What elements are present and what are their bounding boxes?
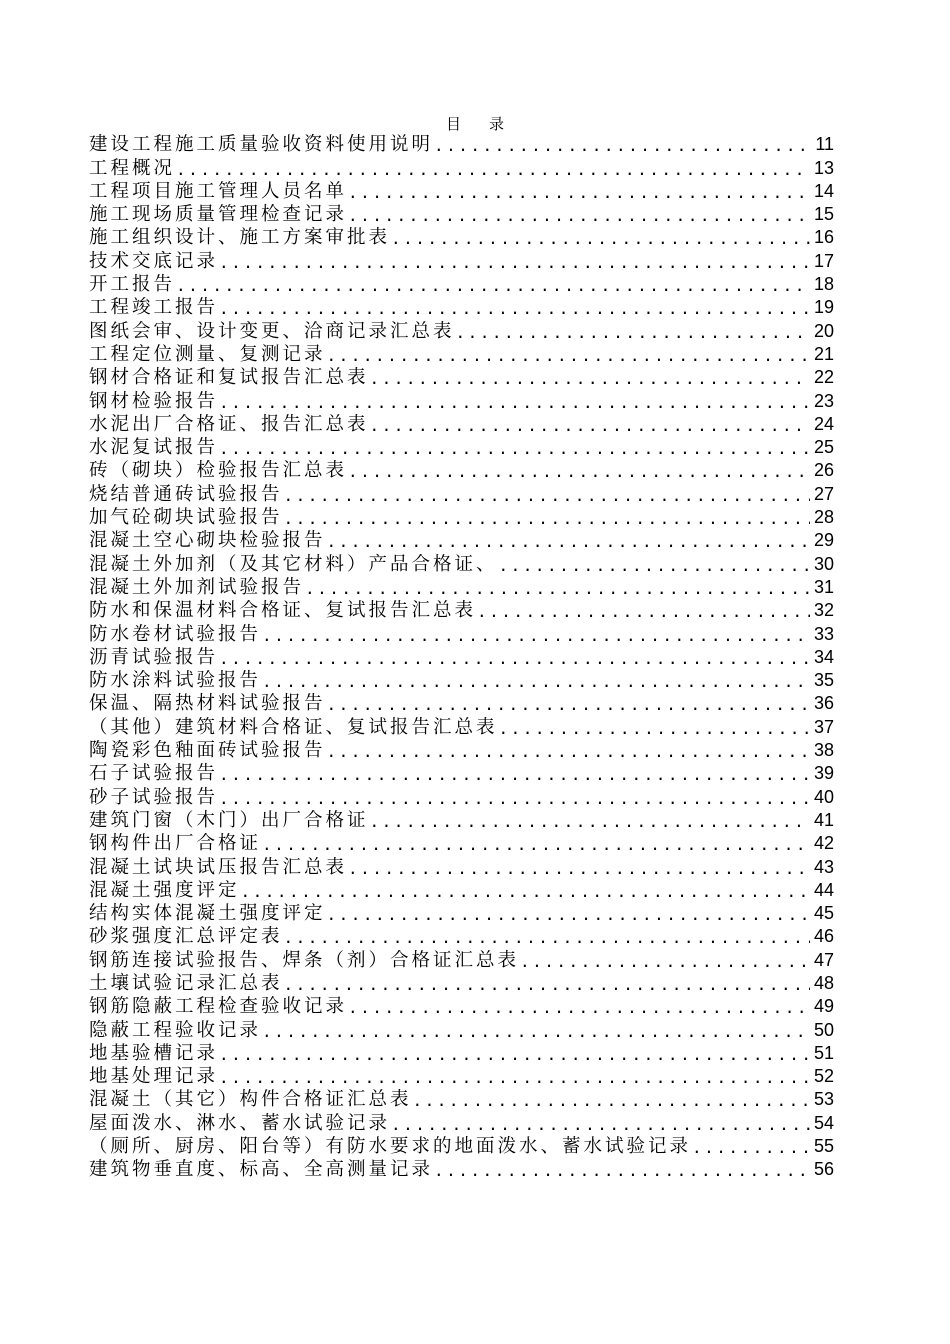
toc-entry-page-number: 41 — [813, 809, 834, 830]
toc-entry[interactable] — [89, 1158, 834, 1181]
toc-dot-leader — [219, 393, 810, 413]
toc-entry-title: 防水卷材试验报告 — [89, 623, 262, 645]
toc-entry-page-number: 26 — [813, 460, 834, 481]
toc-entry-page-number: 22 — [813, 367, 834, 388]
toc-entry-title: 保温、隔热材料试验报告 — [89, 693, 326, 715]
toc-entry-title: 混凝土外加剂（及其它材料）产品合格证、 — [89, 553, 498, 575]
toc-entry-title: 建设工程施工质量验收资料使用说明 — [89, 134, 434, 156]
toc-entry-title: 建筑物垂直度、标高、全高测量记录 — [89, 1159, 434, 1181]
toc-entry-page-number: 34 — [813, 646, 834, 667]
toc-dot-leader — [520, 952, 810, 972]
toc-entry-page-number: 35 — [813, 670, 834, 691]
toc-entry-page-number: 33 — [813, 623, 834, 644]
toc-entry-page-number: 30 — [813, 553, 834, 574]
toc-dot-leader — [327, 742, 810, 762]
toc-entry[interactable] — [89, 203, 834, 226]
toc-entry-title: 砂浆强度汇总评定表 — [89, 926, 283, 948]
toc-entry-title: 图纸会审、设计变更、洽商记录汇总表 — [89, 320, 455, 342]
toc-dot-leader — [348, 183, 810, 203]
toc-entry-title: 钢构件出厂合格证 — [89, 833, 262, 855]
toc-entry[interactable] — [89, 319, 834, 342]
toc-entry-page-number: 56 — [813, 1159, 834, 1180]
toc-dot-leader — [219, 649, 810, 669]
toc-entry-page-number: 44 — [813, 879, 834, 900]
toc-dot-leader — [284, 928, 810, 948]
toc-entry[interactable] — [89, 599, 834, 622]
toc-entry[interactable] — [89, 436, 834, 459]
toc-entry[interactable] — [89, 576, 834, 599]
toc-entry-page-number: 11 — [815, 134, 834, 155]
toc-entry-page-number: 36 — [813, 693, 834, 714]
toc-entry[interactable] — [89, 1111, 834, 1134]
toc-dot-leader — [348, 998, 810, 1018]
toc-entry[interactable] — [89, 366, 834, 389]
toc-dot-leader — [499, 556, 810, 576]
toc-dot-leader — [219, 1068, 810, 1088]
toc-entry-page-number: 46 — [813, 926, 834, 947]
toc-entry-page-number: 42 — [813, 833, 834, 854]
toc-entry-title: 防水和保温材料合格证、复试报告汇总表 — [89, 600, 477, 622]
toc-dot-leader — [499, 719, 810, 739]
toc-dot-leader — [391, 229, 810, 249]
toc-entry[interactable] — [89, 669, 834, 692]
toc-entry-page-number: 14 — [813, 180, 834, 201]
toc-entry-page-number: 51 — [813, 1042, 834, 1063]
toc-entry[interactable] — [89, 739, 834, 762]
toc-entry-page-number: 17 — [813, 250, 834, 271]
toc-entry[interactable] — [89, 529, 834, 552]
toc-entry-title: 烧结普通砖试验报告 — [89, 483, 283, 505]
toc-entry[interactable] — [89, 832, 834, 855]
toc-entry-title: 陶瓷彩色釉面砖试验报告 — [89, 740, 326, 762]
toc-entry[interactable] — [89, 785, 834, 808]
toc-entry-title: 混凝土强度评定 — [89, 879, 240, 901]
toc-entry-title: 加气砼砌块试验报告 — [89, 507, 283, 529]
toc-entry-title: 防水涂料试验报告 — [89, 670, 262, 692]
toc-dot-leader — [692, 1138, 810, 1158]
toc-entry-page-number: 47 — [813, 949, 834, 970]
toc-entry-page-number: 32 — [813, 600, 834, 621]
toc-entry[interactable] — [89, 1088, 834, 1111]
toc-dot-leader — [176, 160, 810, 180]
toc-entry-title: 施工现场质量管理检查记录 — [89, 204, 348, 226]
toc-entry-page-number: 40 — [813, 786, 834, 807]
toc-entry[interactable] — [89, 343, 834, 366]
toc-dot-leader — [370, 812, 810, 832]
toc-dot-leader — [456, 323, 810, 343]
toc-entry-title: 混凝土（其它）构件合格证汇总表 — [89, 1089, 412, 1111]
toc-dot-leader — [348, 462, 810, 482]
toc-dot-leader — [370, 369, 810, 389]
toc-entry-page-number: 21 — [813, 343, 834, 364]
toc-entry-title: 沥青试验报告 — [89, 646, 219, 668]
toc-entry[interactable] — [89, 1018, 834, 1041]
toc-entry-title: 结构实体混凝土强度评定 — [89, 903, 326, 925]
toc-entry-page-number: 27 — [813, 483, 834, 504]
toc-entry[interactable] — [89, 249, 834, 272]
toc-entry-page-number: 53 — [813, 1089, 834, 1110]
toc-dot-leader — [262, 672, 810, 692]
toc-entry-title: 水泥出厂合格证、报告汇总表 — [89, 413, 369, 435]
toc-dot-leader — [262, 626, 810, 646]
toc-entry-title: （其他）建筑材料合格证、复试报告汇总表 — [89, 716, 498, 738]
toc-entry-page-number: 13 — [813, 157, 834, 178]
toc-entry-page-number: 39 — [813, 763, 834, 784]
toc-entry-title: 工程竣工报告 — [89, 297, 219, 319]
toc-entry[interactable] — [89, 552, 834, 575]
toc-entry-page-number: 29 — [813, 530, 834, 551]
toc-dot-leader — [219, 789, 810, 809]
toc-entry[interactable] — [89, 273, 834, 296]
toc-entry[interactable] — [89, 459, 834, 482]
toc-dot-leader — [262, 835, 810, 855]
toc-entry-page-number: 49 — [813, 996, 834, 1017]
toc-entry-title: 地基处理记录 — [89, 1066, 219, 1088]
toc-entry[interactable] — [89, 879, 834, 902]
toc-entry[interactable] — [89, 506, 834, 529]
toc-entry[interactable] — [89, 762, 834, 785]
toc-entry-title: 砂子试验报告 — [89, 786, 219, 808]
toc-entry[interactable] — [89, 855, 834, 878]
toc-entry-title: （厕所、厨房、阳台等）有防水要求的地面泼水、蓄水试验记录 — [89, 1136, 692, 1158]
toc-entry-page-number: 18 — [813, 274, 834, 295]
toc-entry-title: 钢筋隐蔽工程检查验收记录 — [89, 996, 348, 1018]
toc-entry-title: 建筑门窗（木门）出厂合格证 — [89, 809, 369, 831]
toc-entry[interactable] — [89, 692, 834, 715]
toc-dot-leader — [262, 1022, 810, 1042]
toc-entry[interactable] — [89, 646, 834, 669]
toc-entry[interactable] — [89, 902, 834, 925]
toc-dot-leader — [176, 276, 810, 296]
toc-entry-page-number: 55 — [813, 1136, 834, 1157]
toc-dot-leader — [434, 136, 810, 156]
toc-entry[interactable] — [89, 995, 834, 1018]
toc-entry-title: 混凝土试块试压报告汇总表 — [89, 856, 348, 878]
toc-entry[interactable] — [89, 972, 834, 995]
toc-entry-page-number: 54 — [813, 1112, 834, 1133]
toc-dot-leader — [327, 532, 810, 552]
toc-entry-title: 水泥复试报告 — [89, 437, 219, 459]
toc-entry-title: 技术交底记录 — [89, 250, 219, 272]
toc-dot-leader — [348, 206, 810, 226]
toc-entry-page-number: 15 — [813, 204, 834, 225]
toc-dot-leader — [327, 695, 810, 715]
toc-entry-title: 土壤试验记录汇总表 — [89, 972, 283, 994]
toc-dot-leader — [284, 509, 810, 529]
toc-entry-page-number: 48 — [813, 972, 834, 993]
toc-entry-title: 混凝土空心砌块检验报告 — [89, 530, 326, 552]
toc-entry[interactable] — [89, 482, 834, 505]
toc-entry[interactable] — [89, 1065, 834, 1088]
toc-entry-title: 砖（砌块）检验报告汇总表 — [89, 460, 348, 482]
toc-dot-leader — [370, 416, 810, 436]
toc-dot-leader — [284, 975, 810, 995]
toc-entry-page-number: 24 — [813, 413, 834, 434]
toc-entry[interactable] — [89, 296, 834, 319]
toc-entry[interactable] — [89, 1135, 834, 1158]
toc-entry-title: 工程概况 — [89, 157, 176, 179]
toc-entry-title: 屋面泼水、淋水、蓄水试验记录 — [89, 1112, 391, 1134]
toc-entry-title: 开工报告 — [89, 274, 176, 296]
toc-dot-leader — [219, 439, 810, 459]
toc-entry[interactable] — [89, 622, 834, 645]
toc-entry[interactable] — [89, 389, 834, 412]
toc-entry-page-number: 23 — [813, 390, 834, 411]
toc-entry-page-number: 20 — [813, 320, 834, 341]
toc-entry-page-number: 28 — [813, 507, 834, 528]
toc-entry[interactable] — [89, 226, 834, 249]
toc-dot-leader — [434, 1161, 810, 1181]
toc-dot-leader — [327, 346, 810, 366]
toc-entry-title: 地基验槽记录 — [89, 1042, 219, 1064]
toc-entry[interactable] — [89, 925, 834, 948]
toc-entry-page-number: 43 — [813, 856, 834, 877]
toc-entry-page-number: 25 — [813, 437, 834, 458]
toc-entry-page-number: 37 — [813, 716, 834, 737]
toc-entry-title: 工程定位测量、复测记录 — [89, 343, 326, 365]
toc-entry[interactable] — [89, 413, 834, 436]
toc-dot-leader — [219, 1045, 810, 1065]
toc-entry-title: 施工组织设计、施工方案审批表 — [89, 227, 391, 249]
toc-entry[interactable] — [89, 133, 834, 156]
toc-dot-leader — [284, 486, 810, 506]
toc-dot-leader — [305, 579, 810, 599]
toc-entry-title: 石子试验报告 — [89, 763, 219, 785]
toc-dot-leader — [413, 1091, 810, 1111]
toc-entry-title: 隐蔽工程验收记录 — [89, 1019, 262, 1041]
toc-dot-leader — [477, 602, 810, 622]
toc-entry-title: 钢筋连接试验报告、焊条（剂）合格证汇总表 — [89, 949, 520, 971]
toc-entry[interactable] — [89, 948, 834, 971]
toc-dot-leader — [348, 859, 810, 879]
toc-entry[interactable] — [89, 1042, 834, 1065]
toc-entry[interactable] — [89, 156, 834, 179]
toc-entry-page-number: 52 — [813, 1066, 834, 1087]
toc-entry-page-number: 31 — [813, 576, 834, 597]
toc-entry-page-number: 16 — [813, 227, 834, 248]
toc-entry-title: 混凝土外加剂试验报告 — [89, 576, 305, 598]
toc-entry-title: 工程项目施工管理人员名单 — [89, 180, 348, 202]
toc-dot-leader — [327, 905, 810, 925]
toc-dot-leader — [391, 1115, 810, 1135]
toc-entry-page-number: 38 — [813, 740, 834, 761]
toc-dot-leader — [219, 765, 810, 785]
toc-entry-title: 钢材检验报告 — [89, 390, 219, 412]
toc-list — [89, 133, 834, 1181]
toc-title: 目录 — [445, 115, 532, 133]
toc-entry-title: 钢材合格证和复试报告汇总表 — [89, 367, 369, 389]
toc-entry-page-number: 19 — [813, 297, 834, 318]
toc-entry-page-number: 50 — [813, 1019, 834, 1040]
toc-entry[interactable] — [89, 180, 834, 203]
toc-entry-page-number: 45 — [813, 903, 834, 924]
toc-entry[interactable] — [89, 715, 834, 738]
toc-dot-leader — [219, 299, 810, 319]
toc-entry[interactable] — [89, 809, 834, 832]
toc-dot-leader — [219, 253, 810, 273]
toc-dot-leader — [241, 882, 810, 902]
